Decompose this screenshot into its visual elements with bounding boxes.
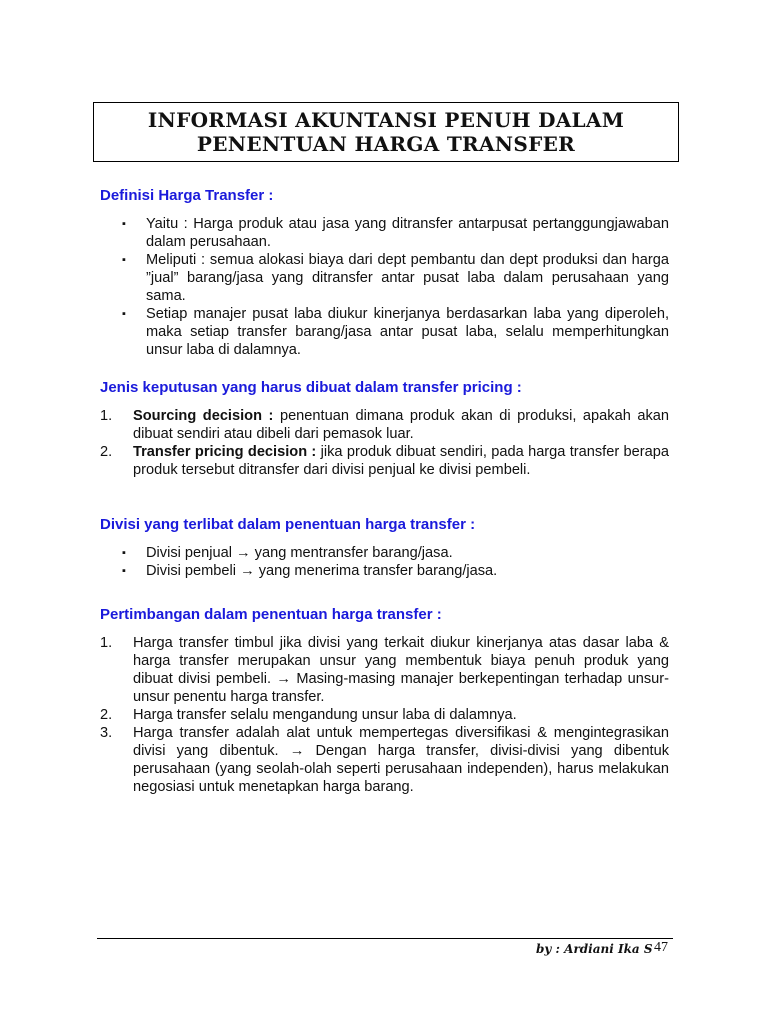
section-heading-divisi: Divisi yang terlibat dalam penentuan harga transfer :	[100, 516, 476, 533]
title-line-2: PENENTUAN HARGA TRANSFER	[196, 132, 576, 156]
bullet-icon: ▪	[122, 218, 126, 230]
list-item	[122, 305, 669, 359]
bullet-icon: ▪	[122, 308, 126, 320]
divisi-list	[122, 544, 669, 580]
item-text: penentuan dimana produk akan di produksi, apakah akan dibuat sendiri atau dibeli dari pemasok luar.	[133, 408, 669, 442]
title-line-1: INFORMASI AKUNTANSI PENUH DALAM	[147, 108, 625, 132]
item-text: Harga transfer timbul jika divisi yang terkait diukur kinerjanya atas dasar laba & harga transfer merupakan unsur yang membentuk biaya penuh produk yang dibuat divisi pembeli. → Masing-masing manajer berkepentingan terhadap unsur-unsur penentu harga transfer.	[133, 635, 669, 705]
item-text: Divisi penjual → yang mentransfer barang/jasa.	[146, 545, 453, 561]
item-term: Sourcing decision :	[133, 408, 274, 424]
definisi-list	[122, 215, 669, 359]
section-heading-pertimbangan: Pertimbangan dalam penentuan harga transfer :	[100, 606, 442, 623]
item-text: Meliputi : semua alokasi biaya dari dept pembantu dan dept produksi dan harga ”jual” barang/jasa yang ditransfer antar pusat laba dalam perusahaan yang sama.	[146, 252, 669, 304]
section-heading-definisi: Definisi Harga Transfer :	[100, 187, 274, 204]
list-item	[122, 562, 669, 580]
list-item	[100, 443, 669, 479]
pertimbangan-list	[100, 634, 669, 796]
footer-divider	[97, 938, 673, 939]
footer-author: by : Ardiani Ika S	[536, 942, 653, 956]
item-text: Divisi pembeli → yang menerima transfer barang/jasa.	[146, 563, 498, 579]
item-text: jika produk dibuat sendiri, pada harga transfer berapa produk tersebut ditransfer dari divisi penjual ke divisi pembeli.	[133, 444, 669, 478]
bullet-icon: ▪	[122, 547, 126, 559]
list-item	[100, 407, 669, 443]
item-text: Setiap manajer pusat laba diukur kinerjanya berdasarkan laba yang diperoleh, maka setiap transfer barang/jasa antar pusat laba, selalu memperhitungkan unsur laba di dalamnya.	[146, 306, 669, 358]
list-item	[100, 706, 669, 724]
item-text: Harga transfer adalah alat untuk mempertegas diversifikasi & mengintegrasikan divisi yang dibentuk. → Dengan harga transfer, divisi-divisi yang dibentuk perusahaan (yang seolah-olah seperti perusahaan independen), harus melakukan negosiasi untuk menetapkan harga barang.	[133, 725, 669, 795]
item-text: Harga transfer selalu mengandung unsur laba di dalamnya.	[133, 707, 517, 723]
item-text: Yaitu : Harga produk atau jasa yang ditransfer antarpusat pertanggungjawaban dalam perusahaan.	[146, 216, 669, 250]
page-number: 47	[654, 940, 668, 955]
item-term: Transfer pricing decision :	[133, 444, 317, 460]
list-item	[100, 634, 669, 706]
item-number: 1.	[100, 408, 113, 424]
list-item	[122, 215, 669, 251]
item-number: 2.	[100, 707, 113, 723]
list-item	[122, 251, 669, 305]
bullet-icon: ▪	[122, 565, 126, 577]
item-number: 2.	[100, 444, 113, 460]
bullet-icon: ▪	[122, 254, 126, 266]
item-number: 1.	[100, 635, 113, 651]
list-item	[122, 544, 669, 562]
item-number: 3.	[100, 725, 113, 741]
page-title	[93, 102, 679, 162]
list-item	[100, 724, 669, 796]
section-heading-jenis-keputusan: Jenis keputusan yang harus dibuat dalam transfer pricing :	[100, 379, 522, 396]
jenis-keputusan-list	[100, 407, 669, 479]
